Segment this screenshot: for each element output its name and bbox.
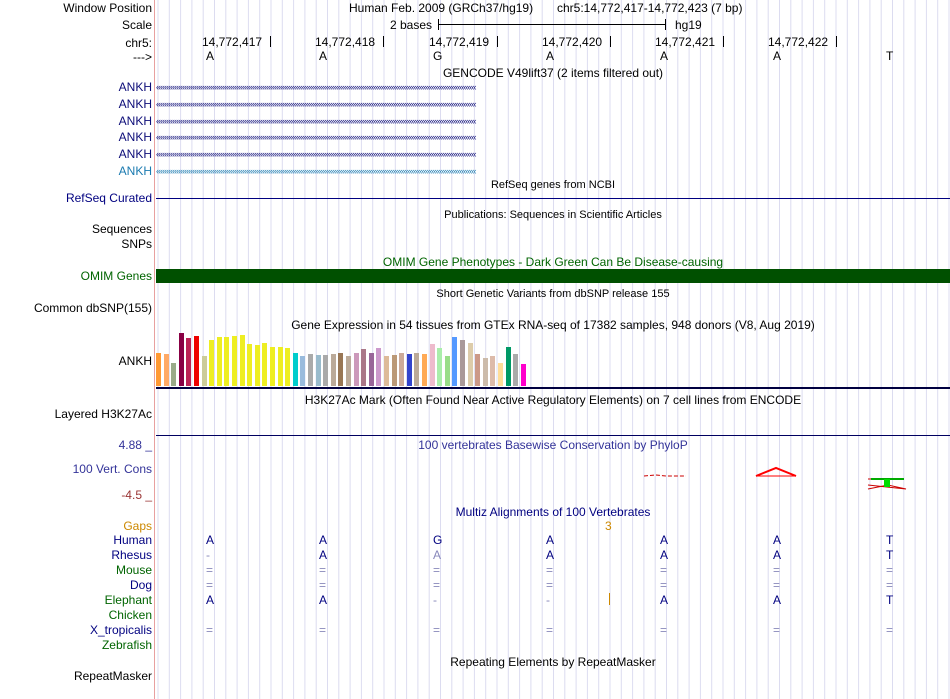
phylop-min-label: -4.5 _ [121,488,152,502]
gtex-tissue-bar[interactable] [475,354,480,386]
coord-tick [270,36,271,47]
gtex-bar-chart[interactable] [156,332,536,386]
repeatmasker-title[interactable]: Repeating Elements by RepeatMasker [450,655,656,669]
phylop-label[interactable]: 100 Vert. Cons [72,462,152,476]
gtex-tissue-bar[interactable] [171,363,176,386]
gtex-tissue-bar[interactable] [354,353,359,386]
species-label[interactable]: Chicken [108,608,152,622]
alignment-base: A [546,533,555,547]
gtex-tissue-bar[interactable] [164,354,169,386]
gtex-tissue-bar[interactable] [255,345,260,386]
alignment-base: = [886,578,894,592]
coord-tick [610,36,611,47]
species-label[interactable]: Dog [129,578,152,592]
alignment-base: = [773,623,781,637]
gencode-gene-label[interactable]: ANKH [118,164,152,178]
alignment-base: = [546,623,554,637]
gtex-tissue-bar[interactable] [346,356,351,386]
h3k27ac-label[interactable]: Layered H3K27Ac [54,407,152,421]
omim-title[interactable]: OMIM Gene Phenotypes - Dark Green Can Be Disease-causing [382,255,724,269]
alignment-base: = [660,623,668,637]
gtex-tissue-bar[interactable] [202,356,207,386]
alignment-base: = [886,563,894,577]
gtex-tissue-bar[interactable] [399,353,404,386]
gtex-baseline [156,387,950,389]
gtex-tissue-bar[interactable] [468,343,473,386]
coord-tick [723,36,724,47]
alignment-base: A [206,533,215,547]
gtex-tissue-bar[interactable] [240,335,245,386]
gtex-tissue-bar[interactable] [293,353,298,386]
alignment-base: = [433,578,441,592]
species-label[interactable]: X_tropicalis [89,623,152,637]
alignment-base: A [546,548,555,562]
coord-tick [383,36,384,47]
gtex-tissue-bar[interactable] [217,337,222,386]
phylop-max-label: 4.88 _ [118,438,152,452]
gtex-gene-label[interactable]: ANKH [118,354,152,368]
alignment-base: A [319,533,328,547]
gaps-label[interactable]: Gaps [123,519,152,533]
gtex-tissue-bar[interactable] [331,354,336,386]
gtex-title[interactable]: Gene Expression in 54 tissues from GTEx RNA-seq of 17382 samples, 948 donors (V8, Aug 2019) [291,318,815,332]
gtex-tissue-bar[interactable] [194,336,199,386]
alignment-base: = [660,578,668,592]
gtex-tissue-bar[interactable] [338,353,343,386]
gtex-tissue-bar[interactable] [156,353,161,386]
refseq-gene-line[interactable] [156,198,950,199]
alignment-base: = [433,563,441,577]
gtex-tissue-bar[interactable] [490,356,495,386]
alignment-base: = [319,578,327,592]
alignment-base: = [886,623,894,637]
alignment-base: T [886,533,894,547]
coord-tick [836,36,837,47]
gtex-tissue-bar[interactable] [270,347,275,386]
base-letter: T [886,49,894,63]
phylop-graph[interactable] [156,455,950,495]
alignment-base: A [206,593,215,607]
scale-bar-right-tick [665,19,666,30]
gtex-tissue-bar[interactable] [422,354,427,386]
gap-marker [609,593,610,605]
dbsnp-label[interactable]: Common dbSNP(155) [33,301,152,315]
gtex-tissue-bar[interactable] [452,337,457,386]
gtex-tissue-bar[interactable] [224,337,229,386]
base-letter: A [660,49,669,63]
gencode-gene-label[interactable]: ANKH [118,80,152,94]
phylop-dip-1 [644,475,686,476]
gtex-tissue-bar[interactable] [513,354,518,386]
base-letter: G [433,49,443,63]
assembly-name: Human Feb. 2009 (GRCh37/hg19) [349,1,534,15]
alignment-base: G [433,533,443,547]
alignment-base: A [319,593,328,607]
gencode-gene-label[interactable]: ANKH [118,147,152,162]
scale-db: hg19 [675,18,702,32]
phylop-peak-1 [756,468,796,476]
gencode-gene-line[interactable]: ‹‹‹‹‹‹‹‹‹‹‹‹‹‹‹‹‹‹‹‹‹‹‹‹‹‹‹‹‹‹‹‹‹‹‹‹‹‹‹‹‹‹‹‹‹‹‹‹‹‹‹‹‹‹‹‹‹‹‹‹‹‹‹‹‹‹‹‹‹‹‹‹‹‹‹‹‹‹‹‹‹‹‹‹‹‹‹‹‹‹‹‹‹‹‹‹‹‹‹‹‹‹‹‹‹‹‹‹‹‹‹‹‹‹‹‹‹‹‹‹‹‹‹‹‹‹‹‹‹‹‹‹‹‹‹‹‹‹‹‹‹‹‹‹‹‹‹‹‹‹‹‹‹‹‹‹‹‹‹‹ [156,84,476,90]
scale-label: Scale [121,18,152,32]
phylop-title[interactable]: 100 vertebrates Basewise Conservation by PhyloP [418,438,688,452]
alignment-base: = [546,578,554,592]
alignment-base: = [206,623,214,637]
gtex-tissue-bar[interactable] [483,358,488,386]
refseq-title[interactable]: RefSeq genes from NCBI [490,179,616,191]
coord-label: 14,772,418 [315,35,376,49]
gtex-tissue-bar[interactable] [437,348,442,386]
gtex-tissue-bar[interactable] [285,348,290,386]
alignment-base: T [886,548,894,562]
gencode-gene-line[interactable]: ‹‹‹‹‹‹‹‹‹‹‹‹‹‹‹‹‹‹‹‹‹‹‹‹‹‹‹‹‹‹‹‹‹‹‹‹‹‹‹‹‹‹‹‹‹‹‹‹‹‹‹‹‹‹‹‹‹‹‹‹‹‹‹‹‹‹‹‹‹‹‹‹‹‹‹‹‹‹‹‹‹‹‹‹‹‹‹‹‹‹‹‹‹‹‹‹‹‹‹‹‹‹‹‹‹‹‹‹‹‹‹‹‹‹‹‹‹‹‹‹‹‹‹‹‹‹‹‹‹‹‹‹‹‹‹‹‹‹‹‹‹‹‹‹‹‹‹‹‹‹‹‹‹‹‹‹‹‹‹‹ [156,168,476,174]
gtex-tissue-bar[interactable] [376,348,381,386]
gencode-gene-label[interactable]: ANKH [118,96,152,111]
gtex-tissue-bar[interactable] [262,343,267,386]
phylop-green-block [884,479,890,487]
alignment-base: A [660,593,669,607]
gtex-tissue-bar[interactable] [316,355,321,386]
alignment-base: A [773,548,782,562]
gencode-gene-line[interactable]: ‹‹‹‹‹‹‹‹‹‹‹‹‹‹‹‹‹‹‹‹‹‹‹‹‹‹‹‹‹‹‹‹‹‹‹‹‹‹‹‹‹‹‹‹‹‹‹‹‹‹‹‹‹‹‹‹‹‹‹‹‹‹‹‹‹‹‹‹‹‹‹‹‹‹‹‹‹‹‹‹‹‹‹‹‹‹‹‹‹‹‹‹‹‹‹‹‹‹‹‹‹‹‹‹‹‹‹‹‹‹‹‹‹‹‹‹‹‹‹‹‹‹‹‹‹‹‹‹‹‹‹‹‹‹‹‹‹‹‹‹‹‹‹‹‹‹‹‹‹‹‹‹‹‹‹‹‹‹‹‹ [156,151,476,158]
gap-count: 3 [605,519,612,533]
gtex-tissue-bar[interactable] [179,333,184,386]
alignment-base: = [319,563,327,577]
species-label[interactable]: Elephant [104,593,152,607]
gtex-tissue-bar[interactable] [186,338,191,386]
alignment-base: = [773,578,781,592]
gtex-tissue-bar[interactable] [361,349,366,386]
gencode-gene-line[interactable]: ‹‹‹‹‹‹‹‹‹‹‹‹‹‹‹‹‹‹‹‹‹‹‹‹‹‹‹‹‹‹‹‹‹‹‹‹‹‹‹‹‹‹‹‹‹‹‹‹‹‹‹‹‹‹‹‹‹‹‹‹‹‹‹‹‹‹‹‹‹‹‹‹‹‹‹‹‹‹‹‹‹‹‹‹‹‹‹‹‹‹‹‹‹‹‹‹‹‹‹‹‹‹‹‹‹‹‹‹‹‹‹‹‹‹‹‹‹‹‹‹‹‹‹‹‹‹‹‹‹‹‹‹‹‹‹‹‹‹‹‹‹‹‹‹‹‹‹‹‹‹‹‹‹‹‹‹‹‹‹‹ [156,117,476,124]
alignment-base: T [886,593,894,607]
h3k27ac-title[interactable]: H3K27Ac Mark (Often Found Near Active Regulatory Elements) on 7 cell lines from ENCODE [304,393,802,407]
repeatmasker-label[interactable]: RepeatMasker [73,669,152,683]
coord-label: 14,772,421 [655,35,716,49]
scale-bar-left-tick [438,19,439,30]
omim-label[interactable]: OMIM Genes [80,269,152,283]
h3k27ac-signal-line[interactable] [156,435,950,436]
gencode-gene-label[interactable]: ANKH [118,113,152,128]
gtex-tissue-bar[interactable] [300,356,305,386]
snps-label[interactable]: SNPs [121,237,152,251]
alignment-base: = [206,578,214,592]
gencode-title[interactable]: GENCODE V49lift37 (2 items filtered out) [442,66,664,80]
gtex-tissue-bar[interactable] [247,344,252,386]
species-label[interactable]: Human [113,533,152,547]
gtex-tissue-bar[interactable] [232,336,237,386]
strand-label: ---> [133,50,152,64]
alignment-base: - [206,548,210,562]
alignment-base: A [660,548,669,562]
alignment-base: = [546,563,554,577]
gtex-tissue-bar[interactable] [308,354,313,386]
gtex-tissue-bar[interactable] [278,347,283,386]
alignment-base: = [206,563,214,577]
dbsnp-title[interactable]: Short Genetic Variants from dbSNP release 155 [436,288,670,300]
gtex-tissue-bar[interactable] [430,344,435,386]
gtex-tissue-bar[interactable] [392,355,397,386]
base-letter: A [206,49,215,63]
window-position-label: Window Position [63,1,152,15]
base-letter: A [319,49,328,63]
alignment-base: - [546,593,550,607]
alignment-base: A [660,533,669,547]
chrom-label: chr5: [125,36,152,50]
gtex-tissue-bar[interactable] [498,363,503,386]
alignment-base: = [433,623,441,637]
species-label[interactable]: Rhesus [111,548,152,562]
gtex-tissue-bar[interactable] [506,347,511,386]
gencode-gene-label[interactable]: ANKH [118,130,152,145]
omim-gene-bar[interactable] [156,269,950,283]
alignment-base: = [773,563,781,577]
gtex-tissue-bar[interactable] [323,355,328,386]
gtex-tissue-bar[interactable] [407,354,412,386]
coord-label: 14,772,419 [429,35,490,49]
gencode-gene-line[interactable]: ‹‹‹‹‹‹‹‹‹‹‹‹‹‹‹‹‹‹‹‹‹‹‹‹‹‹‹‹‹‹‹‹‹‹‹‹‹‹‹‹‹‹‹‹‹‹‹‹‹‹‹‹‹‹‹‹‹‹‹‹‹‹‹‹‹‹‹‹‹‹‹‹‹‹‹‹‹‹‹‹‹‹‹‹‹‹‹‹‹‹‹‹‹‹‹‹‹‹‹‹‹‹‹‹‹‹‹‹‹‹‹‹‹‹‹‹‹‹‹‹‹‹‹‹‹‹‹‹‹‹‹‹‹‹‹‹‹‹‹‹‹‹‹‹‹‹‹‹‹‹‹‹‹‹‹‹‹‹‹‹ [156,100,476,107]
base-letter: A [546,49,555,63]
coord-label: 14,772,420 [542,35,603,49]
scale-value: 2 bases [390,18,433,32]
alignment-base: = [319,623,327,637]
gtex-tissue-bar[interactable] [460,340,465,386]
species-label[interactable]: Zebrafish [101,638,152,652]
base-letter: A [773,49,782,63]
species-label[interactable]: Mouse [115,563,152,577]
gtex-tissue-bar[interactable] [369,353,374,386]
gtex-tissue-bar[interactable] [384,356,389,386]
coord-tick [497,36,498,47]
coord-label: 14,772,422 [768,35,829,49]
alignment-base: - [433,593,437,607]
scale-bar [438,24,666,25]
gtex-tissue-bar[interactable] [209,340,214,386]
gtex-tissue-bar[interactable] [521,364,526,386]
alignment-base: A [773,593,782,607]
gtex-tissue-bar[interactable] [445,356,450,386]
alignment-base: A [319,548,328,562]
refseq-label[interactable]: RefSeq Curated [65,191,152,205]
coord-label: 14,772,417 [202,35,263,49]
multiz-title[interactable]: Multiz Alignments of 100 Vertebrates [455,505,651,519]
publications-label[interactable]: Sequences [91,222,152,236]
position-readout[interactable]: chr5:14,772,417-14,772,423 (7 bp) [557,1,743,15]
alignment-base: A [773,533,782,547]
gtex-tissue-bar[interactable] [414,353,419,386]
label-divider [154,0,155,699]
alignment-base: A [433,548,442,562]
gencode-gene-line[interactable]: ‹‹‹‹‹‹‹‹‹‹‹‹‹‹‹‹‹‹‹‹‹‹‹‹‹‹‹‹‹‹‹‹‹‹‹‹‹‹‹‹‹‹‹‹‹‹‹‹‹‹‹‹‹‹‹‹‹‹‹‹‹‹‹‹‹‹‹‹‹‹‹‹‹‹‹‹‹‹‹‹‹‹‹‹‹‹‹‹‹‹‹‹‹‹‹‹‹‹‹‹‹‹‹‹‹‹‹‹‹‹‹‹‹‹‹‹‹‹‹‹‹‹‹‹‹‹‹‹‹‹‹‹‹‹‹‹‹‹‹‹‹‹‹‹‹‹‹‹‹‹‹‹‹‹‹‹‹‹‹‹ [156,134,476,141]
alignment-base: = [660,563,668,577]
publications-title[interactable]: Publications: Sequences in Scientific Articles [444,209,662,221]
